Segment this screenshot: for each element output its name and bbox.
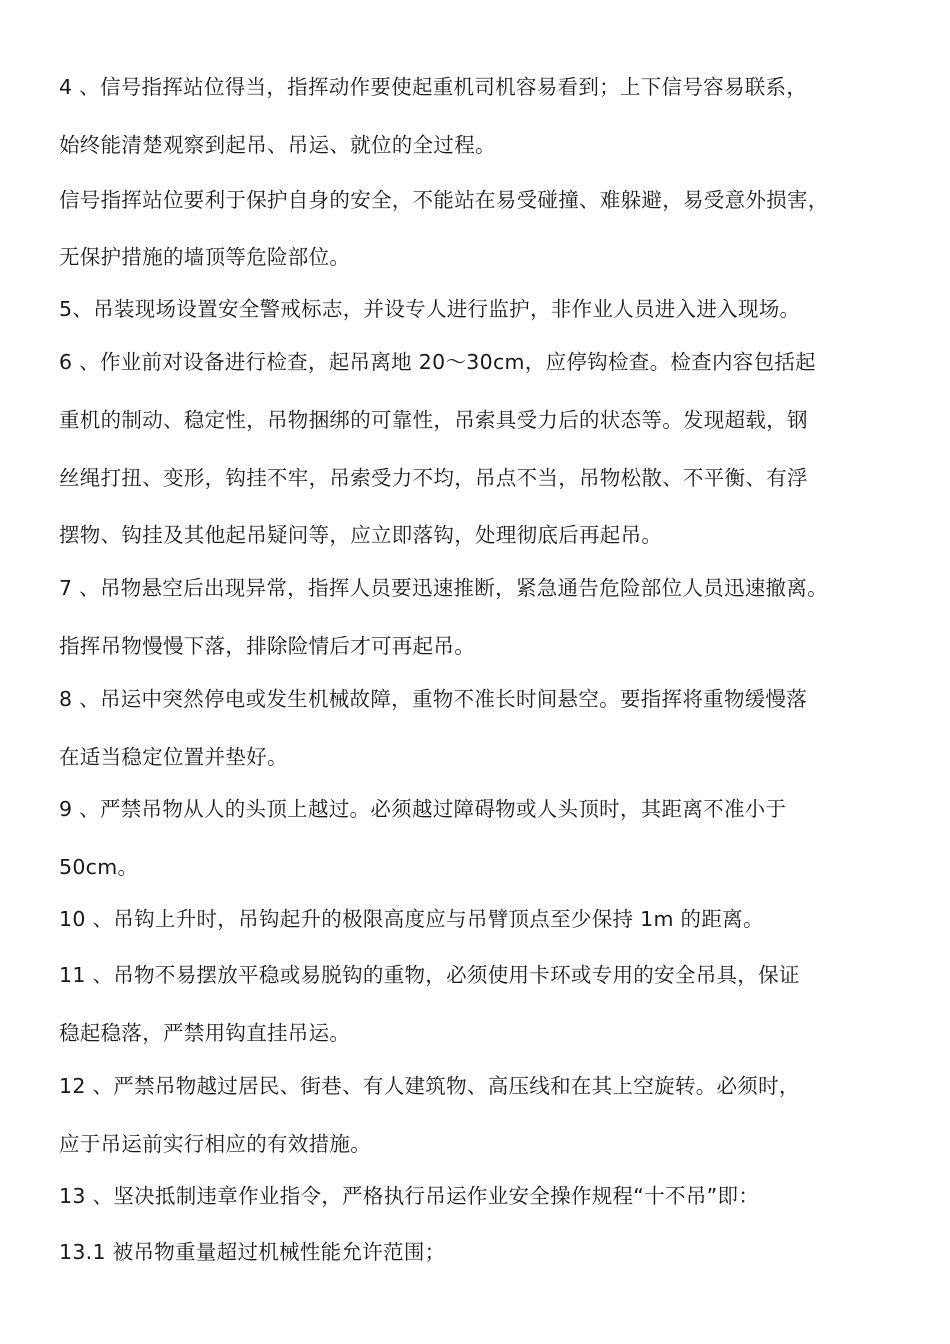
text-line: 重机的制动、稳定性，吊物捆绑的可靠性，吊索具受力后的状态等。发现超载，钢 [59, 408, 808, 432]
text-line: 8 、吊运中突然停电或发生机械故障，重物不准长时间悬空。要指挥将重物缓慢落 [59, 687, 808, 711]
text-line: 9 、严禁吊物从人的头顶上越过。必须越过障碍物或人头顶时，其距离不准小于 [59, 797, 787, 821]
text-line: 始终能清楚观察到起吊、吊运、就位的全过程。 [59, 133, 496, 157]
text-line: 丝绳打扭、变形，钩挂不牢，吊索受力不均，吊点不当，吊物松散、不平衡、有浮 [59, 466, 808, 490]
text-line: 12 、严禁吊物越过居民、街巷、有人建筑物、高压线和在其上空旋转。必须时， [59, 1074, 800, 1098]
text-line: 信号指挥站位要利于保护自身的安全，不能站在易受碰撞、难躲避，易受意外损害， [59, 188, 829, 212]
text-line: 指挥吊物慢慢下落，排除险情后才可再起吊。 [59, 634, 475, 658]
text-line: 摆物、钩挂及其他起吊疑问等，应立即落钩，处理彻底后再起吊。 [59, 523, 663, 547]
text-line: 在适当稳定位置并垫好。 [59, 745, 288, 769]
text-line: 5、吊装现场设置安全警戒标志，并设专人进行监护，非作业人员进入进入现场。 [59, 297, 801, 321]
text-line: 应于吊运前实行相应的有效措施。 [59, 1132, 371, 1156]
text-line: 4 、信号指挥站位得当，指挥动作要使起重机司机容易看到；上下信号容易联系， [59, 75, 808, 99]
text-line: 无保护措施的墙顶等危险部位。 [59, 245, 351, 269]
text-line: 6 、作业前对设备进行检查，起吊离地 20～30cm，应停钩检查。检查内容包括起 [59, 350, 816, 374]
text-line: 13 、坚决抵制违章作业指令，严格执行吊运作业安全操作规程“十不吊”即： [59, 1184, 760, 1208]
text-line: 50cm。 [59, 855, 139, 879]
text-line: 11 、吊物不易摆放平稳或易脱钩的重物，必须使用卡环或专用的安全吊具，保证 [59, 963, 800, 987]
text-line: 7 、吊物悬空后出现异常，指挥人员要迅速推断，紧急通告危险部位人员迅速撤离。 [59, 576, 828, 600]
text-line: 稳起稳落，严禁用钩直挂吊运。 [59, 1021, 351, 1045]
text-line: 13.1 被吊物重量超过机械性能允许范围； [59, 1240, 446, 1264]
text-line: 10 、吊钩上升时，吊钩起升的极限高度应与吊臂顶点至少保持 1m 的距离。 [59, 907, 764, 931]
